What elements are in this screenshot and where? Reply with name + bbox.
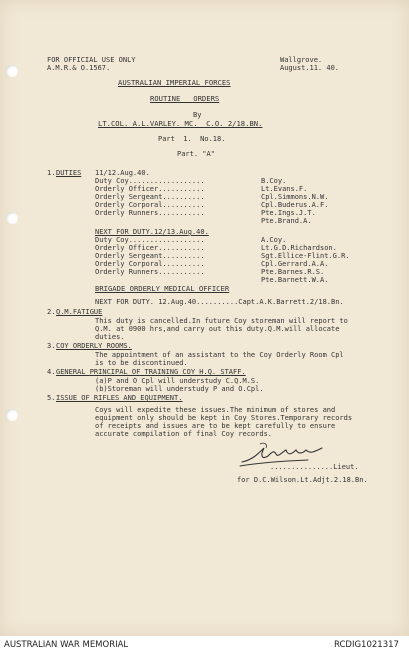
- section-number: 5.: [47, 394, 56, 402]
- force-title: AUSTRALIAN IMPERIAL FORCES: [118, 78, 231, 87]
- duty-role: Orderly Runners...........: [95, 268, 205, 276]
- section-heading-duties: DUTIES: [56, 169, 82, 177]
- section-line: accurate compilation of final Coy records.: [95, 430, 273, 438]
- duty-name: Cpl.Gerrard.A.A.: [261, 260, 329, 268]
- duty-role: Duty Coy..................: [95, 236, 205, 244]
- section-line: Q.M. at 0900 hrs,and carry out this duty.Q.M.will allocate: [95, 325, 340, 333]
- section-line: The appointment of an assistant to the Coy Orderly Room Cpl: [95, 351, 344, 359]
- section-number: 1.: [47, 169, 56, 177]
- duty-name: Lt.Evans.F.: [261, 185, 308, 193]
- form-reference: A.M.R.& O.1567.: [47, 64, 111, 72]
- archive-reference: RCDIG1021317: [334, 640, 399, 650]
- duty-name: B.Coy.: [261, 177, 287, 185]
- issue-date: August.11. 40.: [280, 64, 340, 72]
- duty-role: Orderly Runners...........: [95, 209, 205, 217]
- punch-hole: [6, 212, 18, 224]
- duty-name: Lt.G.D.Richardson.: [261, 244, 337, 252]
- orders-title: ROUTINE ORDERS: [150, 94, 220, 103]
- section-heading: ISSUE OF RIFLES AND EQUIPMENT.: [56, 394, 183, 402]
- section-number: 4.: [47, 368, 56, 376]
- signature-rank-line: ...............Lieut.: [270, 463, 359, 471]
- by-label: By: [193, 111, 202, 119]
- brigade-heading: BRIGADE ORDERLY MEDICAL OFFICER: [95, 284, 230, 293]
- section-line: equipment only should be kept in Coy Stores.Temporary records: [95, 414, 353, 422]
- section-line: (a)P and O Cpl will understudy C.Q.M.S.: [95, 377, 260, 385]
- archive-name: AUSTRALIAN WAR MEMORIAL: [4, 640, 129, 650]
- section-line: is to be discontinued.: [95, 359, 188, 367]
- duty-name: Pte.Barnett.W.A.: [261, 276, 329, 284]
- section-heading: COY ORDERLY ROOMS.: [56, 342, 132, 350]
- duty-name: A.Coy.: [261, 236, 287, 244]
- duty-name: Pte.Ings.J.T.: [261, 209, 316, 217]
- part-a: Part. "A": [177, 150, 215, 158]
- section-line: Coys will expedite these issues.The minimum of stores and: [95, 406, 336, 414]
- section-number: 3.: [47, 342, 56, 350]
- official-use-label: FOR OFFICIAL USE ONLY: [47, 56, 136, 64]
- section-number: 2.: [47, 308, 56, 316]
- duty-role: Orderly Officer...........: [95, 244, 205, 252]
- duty-role: Orderly Corporal..........: [95, 201, 205, 209]
- duty-name: Cpl.Buderus.A.F.: [261, 201, 329, 209]
- section-line: of receipts and issues are to be kept carefully to ensure: [95, 422, 336, 430]
- duty-name: Pte.Barnes.R.S.: [261, 268, 325, 276]
- section-heading: Q.M.FATIGUE: [56, 308, 103, 316]
- section-heading: GENERAL PRINCIPAL OF TRAINING COY H.Q. STAFF.: [56, 368, 246, 376]
- punch-hole: [6, 409, 18, 421]
- place: Wallgrove.: [280, 56, 323, 64]
- duty-role: Orderly Corporal..........: [95, 260, 205, 268]
- signature-for-line: for D.C.Wilson.Lt.Adjt.2.18.Bn.: [237, 476, 368, 484]
- duty-role: Orderly Sergeant..........: [95, 252, 205, 260]
- duty-role: Orderly Officer...........: [95, 185, 205, 193]
- punch-hole: [6, 65, 18, 77]
- duty-name: Pte.Brand.A.: [261, 217, 312, 225]
- section-line: duties.: [95, 333, 125, 341]
- duty-role: Duty Coy..................: [95, 177, 205, 185]
- duty-role: Orderly Sergeant..........: [95, 193, 205, 201]
- section-line: This duty is cancelled.In future Coy storeman will report to: [95, 317, 348, 325]
- part-number: Part 1. No.18.: [158, 135, 226, 143]
- next-duty-heading: NEXT FOR DUTY.12/13.Aug.40.: [95, 228, 209, 236]
- brigade-next-duty: NEXT FOR DUTY. 12.Aug.40..........Capt.A.K.Barrett.2/18.Bn.: [95, 298, 344, 306]
- section-line: (b)Storeman will understudy P and O.Cpl.: [95, 385, 264, 393]
- duties-date: 11/12.Aug.40.: [95, 169, 150, 177]
- commanding-officer: LT.COL. A.L.VARLEY. MC. C.O. 2/18.BN.: [98, 119, 263, 128]
- duty-name: Sgt.Ellice-Flint.G.R.: [261, 252, 350, 260]
- duty-name: Cpl.Simmons.N.W.: [261, 193, 329, 201]
